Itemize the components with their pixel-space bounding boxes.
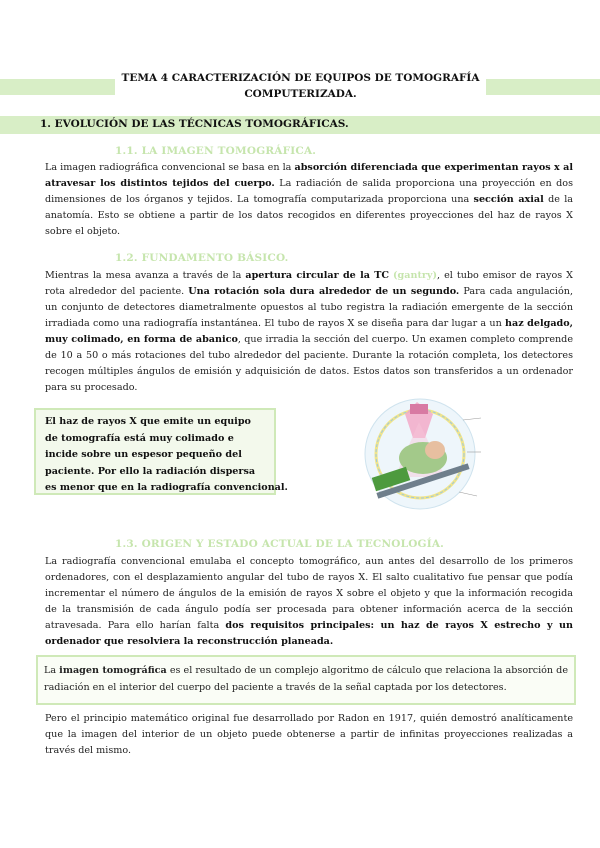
- bold-run: apertura circular de la TC: [245, 270, 389, 281]
- paragraph-origen-tecnologia: [45, 554, 573, 650]
- text-run: de la anatomía. Esto se obtiene a partir de los datos recogidos en diferentes proyecciones del haz de rayos X sobre el objeto.: [45, 194, 573, 237]
- ct-scanner-illustration: [355, 392, 485, 522]
- patient-head: [425, 441, 445, 459]
- text-run: Para cada angulación, un conjunto de detectores diametralmente opuestos al tubo registra la radiación emergente de la sección irradiada como una radiografía instantánea. El tubo de rayos X se diseña para dar lugar a un: [45, 286, 573, 329]
- subheading-1-3: 1.3. ORIGEN Y ESTADO ACTUAL DE LA TECNOLOGÍA.: [115, 538, 445, 550]
- paragraph-fundamento-basico: [45, 268, 573, 396]
- callout-text: [45, 414, 288, 497]
- title-accent-bar-left: [0, 79, 115, 95]
- section-heading: 1. EVOLUCIÓN DE LAS TÉCNICAS TOMOGRÁFICAS.: [40, 118, 349, 130]
- paragraph-radon: Pero el principio matemático original fue desarrollado por Radon en 1917, quién demostró analíticamente que la imagen del interior de un objeto puede obtenerse a partir de infinitas proyecciones realizadas a través del mismo.: [45, 713, 573, 756]
- section-heading-bar: [0, 116, 600, 134]
- callout-line: de tomografía está muy colimado e: [45, 432, 234, 444]
- callout-line: incide sobre un espesor pequeño del: [45, 449, 242, 460]
- bold-run: absorción diferenciada que experimentan rayos x al atravesar los distintos tejidos del cuerpo.: [45, 162, 573, 189]
- label-leader-line: [463, 418, 481, 420]
- title-line-1: TEMA 4 CARACTERIZACIÓN DE EQUIPOS DE TOMOGRAFÍA: [121, 72, 480, 84]
- title-accent-bar-right: [486, 79, 600, 95]
- text-run: La imagen radiográfica convencional se basa en la: [45, 162, 295, 173]
- text-run: es el resultado de un complejo algoritmo de cálculo que relaciona la absorción de radiación en el interior del cuerpo del paciente a través de la señal captada por los detectores.: [44, 665, 568, 693]
- subheading-1-2: 1.2. FUNDAMENTO BÁSICO.: [115, 252, 289, 264]
- callout-line: El haz de rayos X que emite un equipo: [45, 416, 251, 427]
- paragraph-imagen-tomografica: [45, 160, 573, 240]
- bold-run: Una rotación sola dura alrededor de un segundo.: [188, 286, 460, 297]
- text-run: La: [44, 665, 60, 676]
- text-run: , que irradia la sección del cuerpo. Un examen completo comprende de 10 a 50 o más rotaciones del tubo alrededor del paciente. Durante la rotación completa, los detectores recogen múltiples ángulos de emisión y adquisición de datos. Estos datos son transferidos a un ordenador para su procesado.: [45, 334, 574, 393]
- text-run: Mientras la mesa avanza a través de la: [45, 270, 246, 281]
- callout-box-colimacion: [34, 408, 288, 495]
- bold-run: imagen tomográfica: [59, 665, 167, 676]
- subheading-1-1: 1.1. LA IMAGEN TOMOGRÁFICA.: [115, 145, 317, 157]
- document-title: [115, 70, 486, 102]
- gantry-term: (gantry): [393, 270, 438, 281]
- callout-text: [44, 662, 568, 696]
- title-line-2: COMPUTERIZADA.: [244, 88, 357, 100]
- bold-run: haz delgado, muy colimado, en forma de abanico: [45, 318, 574, 345]
- label-leader-line: [459, 492, 477, 496]
- text-run: La radiografía convencional emulaba el concepto tomográfico, aun antes del desarrollo de los primeros ordenadores, con el desplazamiento angular del tubo de rayos X. El salto cualitativo fue pensar que podía incrementar el número de ángulos de la emisión de rayos X sobre el objeto y que la información recogida de la transmisión de cada ángulo podía ser procesada para obtener información acerca de la sección atravesada. Para ello harían falta: [45, 556, 573, 631]
- text-run: , el tubo emisor de rayos X rota alrededor del paciente.: [45, 270, 573, 297]
- text-run: La radiación de salida proporciona una proyección en dos dimensiones de los órganos y tejidos. La tomografía computarizada proporciona una: [45, 178, 573, 205]
- callout-line: es menor que en la radiografía convencional.: [45, 482, 288, 493]
- bold-run: dos requisitos principales: un haz de rayos X estrecho y un ordenador que resolviera la reconstrucción planeada.: [45, 620, 573, 647]
- bold-run: sección axial: [473, 194, 544, 205]
- x-ray-tube: [410, 404, 428, 414]
- callout-line: paciente. Por ello la radiación dispersa: [45, 465, 256, 477]
- callout-box-imagen-tomografica: [36, 655, 576, 705]
